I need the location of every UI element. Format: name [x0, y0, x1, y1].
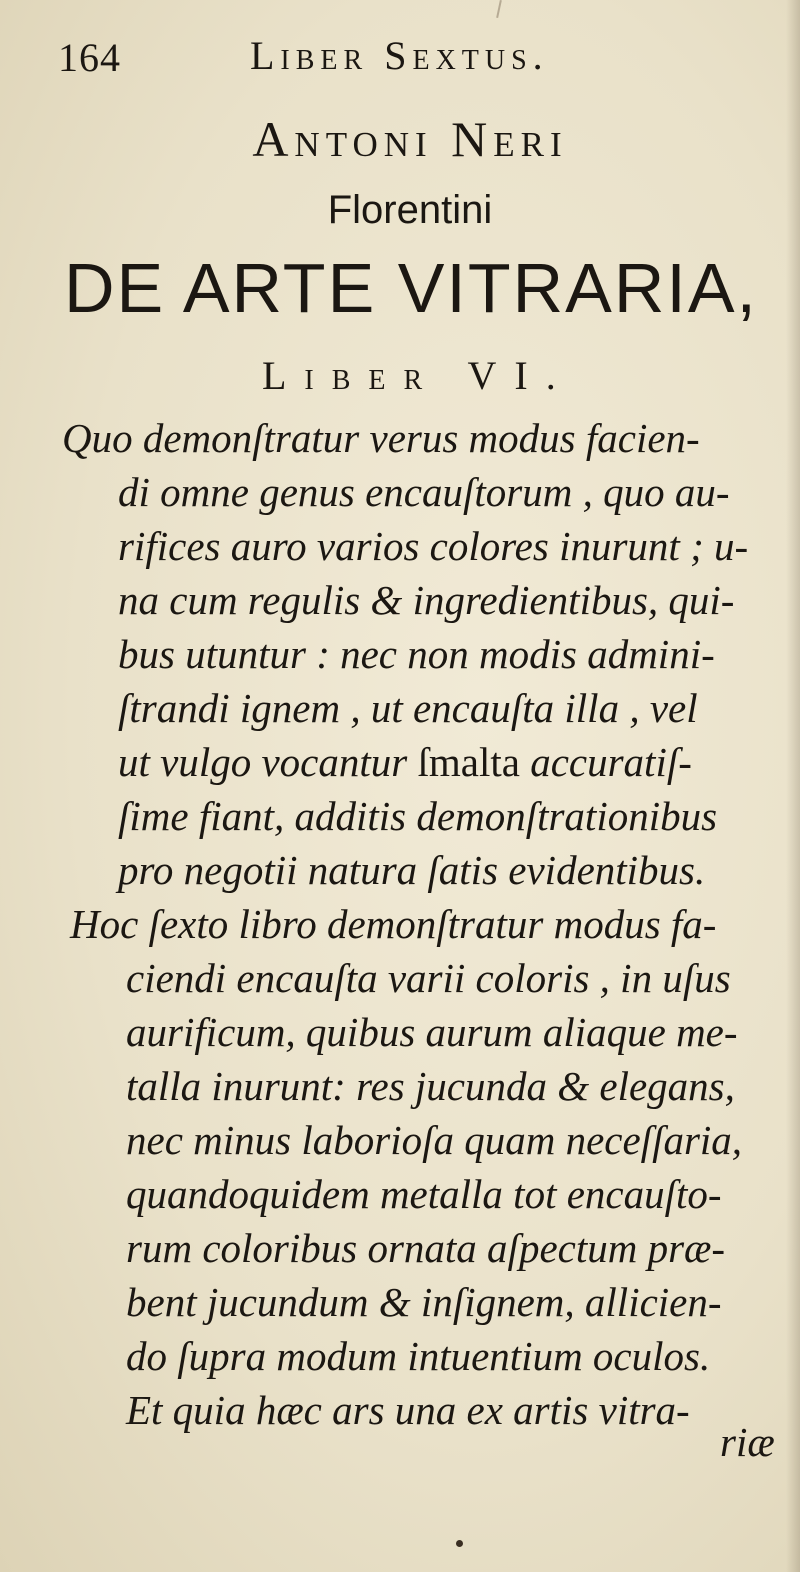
author-origin: Florentini — [327, 188, 493, 232]
running-title: Liber Sextus. — [250, 33, 549, 78]
body-line: talla inurunt: res jucunda & elegans, — [126, 1063, 735, 1109]
summary-line: rifices auro varios colores inurunt ; u- — [118, 523, 749, 569]
summary-line: ſime fiant, additis demonſtrationibus — [118, 793, 718, 839]
body-line: bent jucundum & inſignem, allicien- — [126, 1279, 722, 1325]
smalta-term: ſmalta — [417, 739, 520, 785]
body-line: aurificum, quibus aurum aliaque me- — [126, 1009, 738, 1055]
body-line: Hoc ſexto libro demonſtratur modus fa- — [70, 901, 717, 947]
summary-text: accuratiſ- — [530, 739, 692, 785]
catchword: riæ — [720, 1419, 775, 1465]
summary-line: di omne genus encauſtorum , quo au- — [118, 469, 730, 515]
summary-line: pro negotii natura ſatis evidentibus. — [118, 847, 706, 893]
printer-dot — [456, 1540, 463, 1547]
body-line: Et quia hæc ars una ex artis vitra- — [126, 1387, 690, 1433]
body-line: rum coloribus ornata aſpectum præ- — [126, 1225, 726, 1271]
work-title: DE ARTE VITRARIA, — [64, 249, 758, 327]
book-label: Liber VI. — [262, 353, 574, 398]
body-line: do ſupra modum intuentium oculos. — [126, 1333, 711, 1379]
page-number: 164 — [58, 35, 121, 80]
running-head — [0, 28, 800, 88]
body-line: nec minus laborioſa quam neceſſaria, — [126, 1117, 743, 1163]
body-line: quandoquidem metalla tot encauſto- — [126, 1171, 722, 1217]
summary-line: ſtrandi ignem , ut encauſta illa , vel — [118, 685, 698, 731]
author-name: Antoni Neri — [252, 111, 568, 167]
summary-line — [118, 739, 692, 785]
paper-mark — [496, 0, 502, 18]
body-line: ciendi encauſta varii coloris , in uſus — [126, 955, 731, 1001]
summary-line: na cum regulis & ingredientibus, qui- — [118, 577, 735, 623]
summary-line: Quo demonſtratur verus modus facien- — [62, 415, 700, 461]
summary-line: bus utuntur : nec non modis admini- — [118, 631, 715, 677]
summary-text: ut vulgo vocantur — [118, 739, 408, 785]
